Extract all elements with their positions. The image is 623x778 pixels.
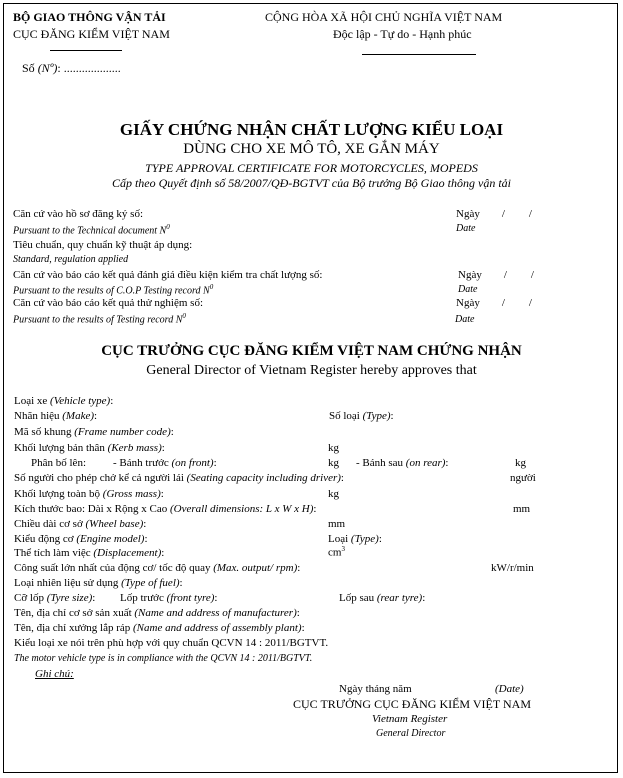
field-gross-mass: Khối lượng toàn bộ (Gross mass):	[14, 488, 164, 500]
unit-rear-axle: kg	[515, 457, 526, 469]
field-kerb-mass: Khối lượng bản thân (Kerb mass):	[14, 442, 165, 454]
field-rear-axle: - Bánh sau (on rear):	[356, 457, 449, 469]
field-rear-tyre: Lốp sau (rear tyre):	[339, 592, 426, 604]
number-value: : ...................	[57, 61, 121, 75]
approval-heading-en: General Director of Vietnam Register hereby approves that	[146, 363, 477, 378]
basis-testing: Căn cứ vào báo cáo kết quả thử nghiệm số:	[13, 297, 204, 309]
basis-cop-date-en: Date	[458, 284, 478, 295]
field-engine-type: Loại (Type):	[328, 533, 382, 545]
department-name: CỤC ĐĂNG KIỂM VIỆT NAM	[13, 27, 170, 41]
compliance-statement: Kiểu loại xe nói trên phù hợp với quy chuẩn QCVN 14 : 2011/BGTVT.	[14, 637, 329, 649]
certificate-subtitle: DÙNG CHO XE MÔ TÔ, XE GẮN MÁY	[183, 141, 440, 157]
field-displacement: Thể tích làm việc (Displacement):	[14, 547, 165, 559]
field-front-tyre: Lốp trước (front tyre):	[120, 592, 218, 604]
basis-standard-en: Standard, regulation applied	[13, 254, 129, 265]
field-manufacturer: Tên, địa chỉ cơ sở sản xuất (Name and address of manufacturer):	[14, 607, 300, 619]
unit-displacement: $cm^3$	[328, 545, 345, 559]
field-engine-model: Kiểu động cơ (Engine model):	[14, 533, 148, 545]
compliance-statement-en: The motor vehicle type is in compliance with the QCVN 14 : 2011/BGTVT.	[14, 653, 313, 664]
basis-registration: Căn cứ vào hồ sơ đăng ký số:	[13, 208, 144, 220]
number-label-en: (Nº)	[37, 61, 58, 75]
basis-testing-date: Ngày / /	[456, 297, 532, 309]
certificate-title: GIẤY CHỨNG NHẬN CHẤT LƯỢNG KIỂU LOẠI	[119, 120, 504, 139]
field-type: Số loại (Type):	[329, 410, 394, 422]
unit-gross-mass: kg	[328, 488, 339, 500]
number-label: Số	[22, 61, 35, 75]
signatory-role-en: General Director	[376, 728, 446, 739]
certificate-title-en: TYPE APPROVAL CERTIFICATE FOR MOTORCYCLES, MOPEDS	[145, 161, 478, 175]
basis-testing-date-en: Date	[455, 314, 475, 325]
certificate-number	[22, 62, 121, 74]
field-tyre-size: Cỡ lốp (Tyre size):	[14, 592, 96, 604]
signatory-org-en: Vietnam Register	[372, 713, 448, 725]
issuing-decision: Cấp theo Quyết định số 58/2007/QĐ-BGTVT của Bộ trưởng Bộ Giao thông vận tải	[111, 176, 512, 190]
field-fuel-type: Loại nhiên liệu sử dụng (Type of fuel):	[14, 577, 183, 589]
basis-testing-en: Pursuant to the results of Testing record $N^0$	[13, 312, 186, 326]
field-distribution: Phân bố lên:	[31, 457, 86, 469]
unit-wheel-base: mm	[328, 518, 346, 530]
basis-registration-date-en: Date	[456, 223, 476, 234]
field-max-output: Công suất lớn nhất của động cơ/ tốc độ quay (Max. output/ rpm):	[14, 562, 301, 574]
note-label: Ghi chú:	[35, 668, 74, 680]
field-make: Nhãn hiệu (Make):	[14, 410, 98, 422]
basis-cop-en: Pursuant to the results of C.O.P Testing record $N^0$	[13, 283, 214, 297]
unit-kerb-mass: kg	[328, 442, 339, 454]
header-divider-right	[362, 54, 476, 55]
field-vehicle-type: Loại xe (Vehicle type):	[14, 395, 114, 407]
basis-standard: Tiêu chuẩn, quy chuẩn kỹ thuật áp dụng:	[13, 239, 193, 251]
field-wheel-base: Chiều dài cơ sở (Wheel base):	[14, 518, 147, 530]
ministry-name: BỘ GIAO THÔNG VẬN TẢI	[13, 10, 166, 24]
unit-front-axle: kg	[328, 457, 339, 469]
basis-cop: Căn cứ vào báo cáo kết quả đánh giá điều kiện kiểm tra chất lượng số:	[13, 269, 323, 281]
field-front-axle: - Bánh trước (on front):	[113, 457, 217, 469]
signatory-title: CỤC TRƯỞNG CỤC ĐĂNG KIỂM VIỆT NAM	[293, 697, 531, 711]
country-name: CỘNG HÒA XÃ HỘI CHỦ NGHĨA VIỆT NAM	[265, 10, 503, 24]
signature-date: Ngày tháng năm	[339, 683, 412, 695]
header-divider-left	[50, 50, 122, 51]
national-motto: Độc lập - Tự do - Hạnh phúc	[333, 27, 472, 41]
field-dimensions: Kích thước bao: Dài x Rộng x Cao (Overall dimensions: L x W x H):	[14, 503, 317, 515]
field-seating: Số người cho phép chở kể cả người lái (Seating capacity including driver):	[14, 472, 344, 484]
basis-cop-date: Ngày / /	[458, 269, 534, 281]
field-assembly-plant: Tên, địa chỉ xưởng lắp ráp (Name and address of assembly plant):	[14, 622, 305, 634]
unit-max-output: kW/r/min	[491, 562, 534, 574]
unit-seating: người	[510, 472, 536, 484]
field-frame-number: Mã số khung (Frame number code):	[14, 426, 174, 438]
unit-dimensions: mm	[513, 503, 531, 515]
basis-registration-date: Ngày / /	[456, 208, 532, 220]
signature-date-en: (Date)	[495, 683, 524, 695]
approval-heading: CỤC TRƯỞNG CỤC ĐĂNG KIỂM VIỆT NAM CHỨNG NHẬN	[101, 343, 522, 359]
basis-registration-en: Pursuant to the Technical document $N^0$	[13, 223, 170, 237]
